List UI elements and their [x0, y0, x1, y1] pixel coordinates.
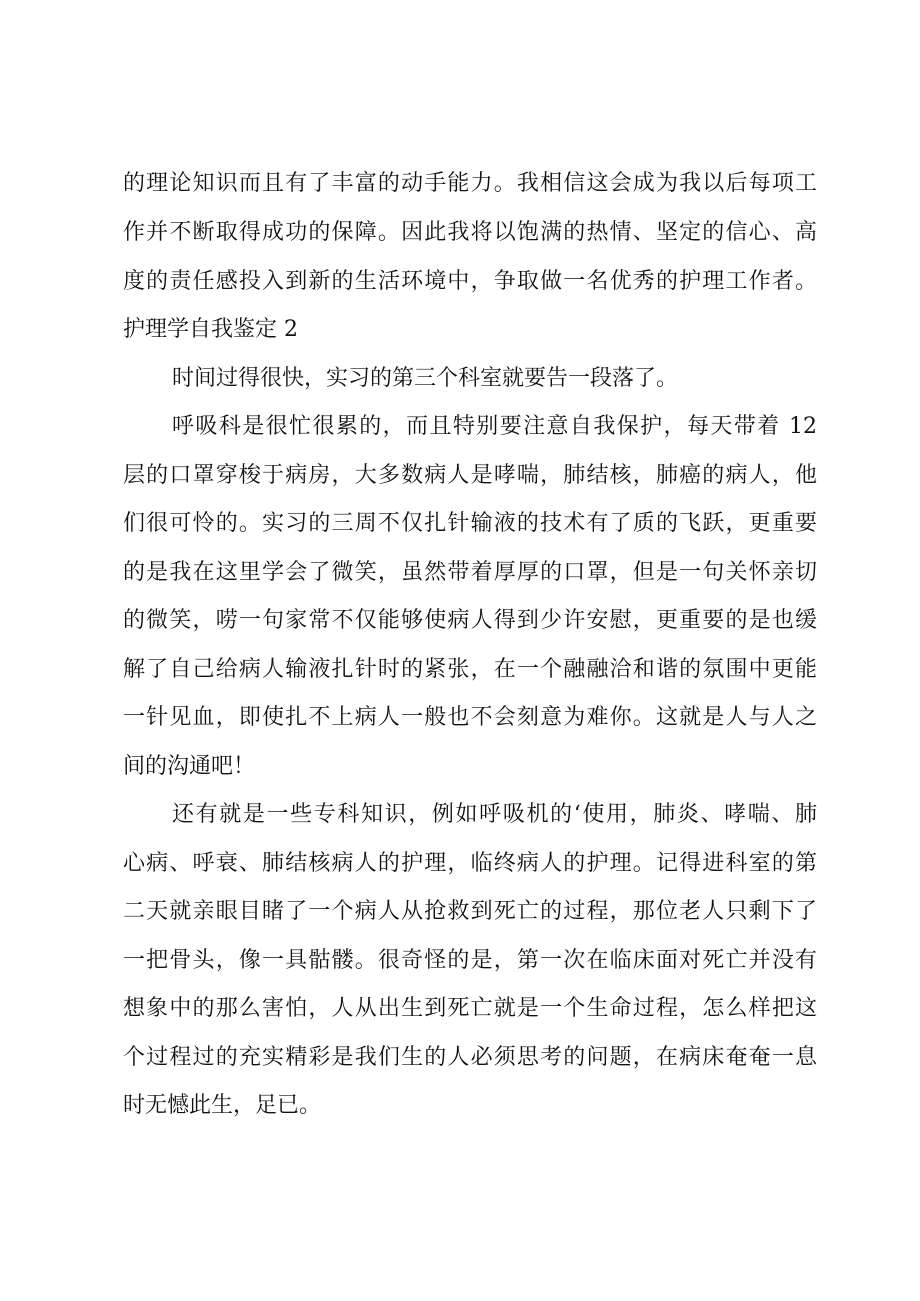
text-line: 间的沟通吧！ [123, 754, 256, 779]
text-line: 的理论知识而且有了丰富的动手能力。我相信这会成为我以后每项工 [123, 171, 817, 196]
text-line: 们很可怜的。实习的三周不仅扎针输液的技术有了质的飞跃，更重要 [123, 511, 817, 536]
text-line: 心病、呼衰、肺结核病人的护理，临终病人的护理。记得进科室的第 [123, 851, 817, 876]
text-line: 个过程过的充实精彩是我们生的人必须思考的问题，在病床奄奄一息 [123, 1045, 817, 1070]
text-line: 的微笑，唠一句家常不仅能够使病人得到少许安慰，更重要的是也缓 [123, 608, 817, 633]
text-line: 的是我在这里学会了微笑，虽然带着厚厚的口罩，但是一句关怀亲切 [123, 560, 817, 585]
text-line: 时无憾此生，足已。 [123, 1093, 322, 1118]
text-line: 度的责任感投入到新的生活环境中，争取做一名优秀的护理工作者。 [123, 269, 817, 294]
section-heading: 护理学自我鉴定 2 [123, 317, 298, 342]
text-line: 一把骨头，像一具骷髅。很奇怪的是，第一次在临床面对死亡并没有 [123, 948, 817, 973]
text-line: 二天就亲眼目睹了一个病人从抢救到死亡的过程，那位老人只剩下了 [123, 899, 817, 924]
text-line: 作并不断取得成功的保障。因此我将以饱满的热情、坚定的信心、高 [123, 220, 817, 245]
text-line: 层的口罩穿梭于病房，大多数病人是哮喘，肺结核，肺癌的病人，他 [123, 463, 817, 488]
text-line: 一针见血，即使扎不上病人一般也不会刻意为难你。这就是人与人之 [123, 705, 817, 730]
text-line: 还有就是一些专科知识，例如呼吸机的‘使用，肺炎、哮喘、肺 [172, 802, 817, 827]
text-line: 时间过得很快，实习的第三个科室就要告一段落了。 [172, 366, 679, 391]
text-line: 解了自己给病人输液扎针时的紧张，在一个融融洽和谐的氛围中更能 [123, 657, 817, 682]
text-line: 呼吸科是很忙很累的，而且特别要注意自我保护，每天带着 12 [172, 414, 817, 439]
text-line: 想象中的那么害怕，人从出生到死亡就是一个生命过程，怎么样把这 [123, 996, 817, 1021]
